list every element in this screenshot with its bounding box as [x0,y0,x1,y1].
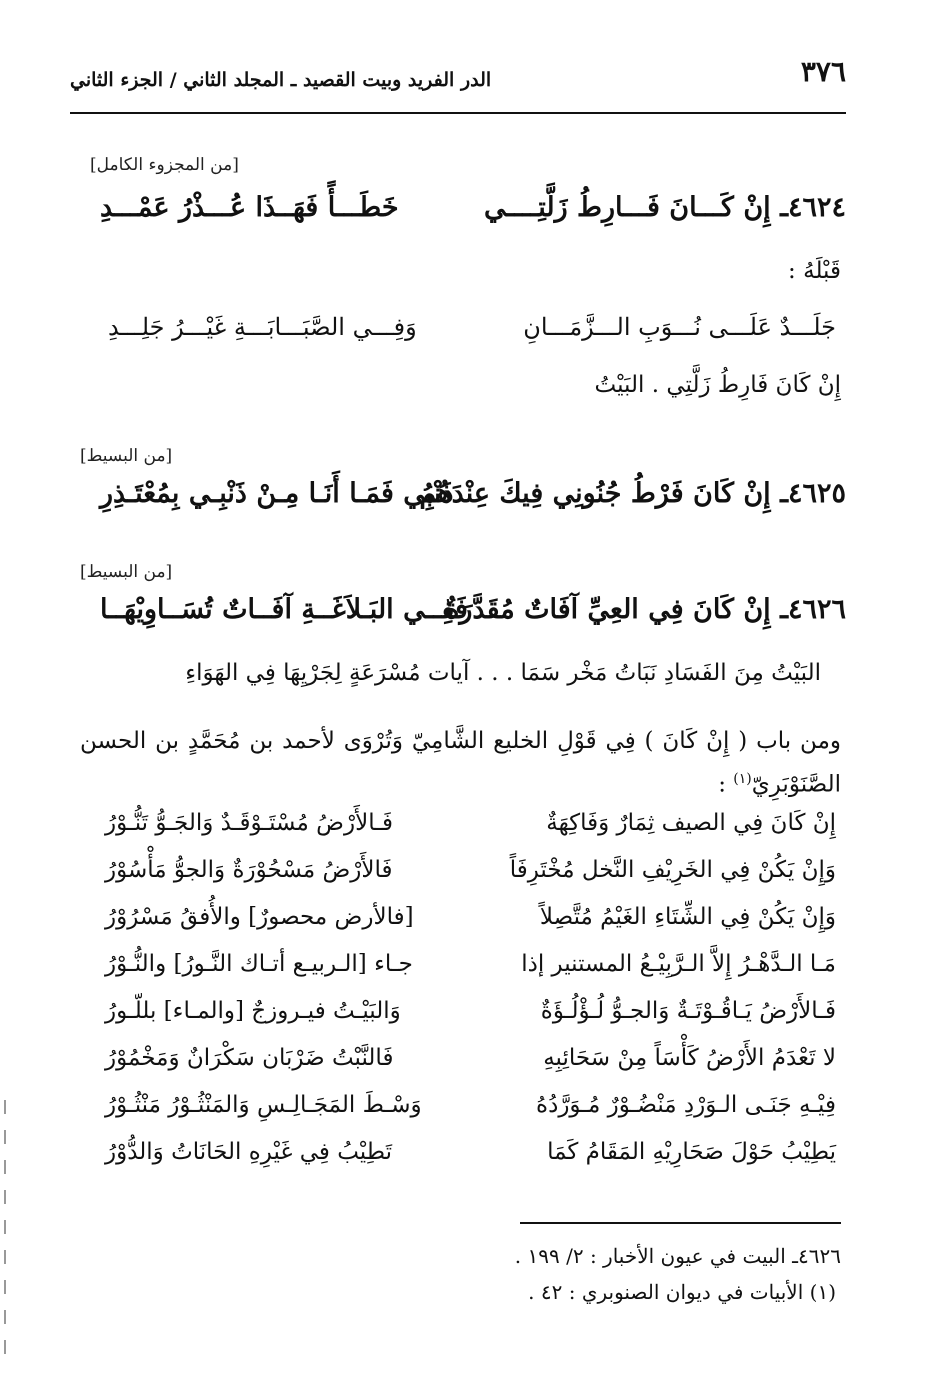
verse-second-hemistich: وَفِـــي الصَّبَـــابَـــةِ غَيْـــرُ جَلِـــدِ [108,313,417,341]
scan-edge-marks [4,1100,6,1370]
page-number: ٣٧٦ [800,55,846,88]
poem-line [105,810,836,857]
poem-first-hemistich: إِنْ كَانَ فِي الصيف ثِمَارٌ وَفَاكِهَةٌ [546,810,836,836]
verse-4624 [100,192,846,242]
meter-label: [من البسيط] [80,562,173,582]
before-note: إِنْ كَانَ فَارِطُ زَلَّتِي . البَيْتُ [594,372,841,398]
footnote: (١) الأبيات في ديوان الصنوبري : ٤٢ . [528,1280,836,1304]
hemistich-text: إِنْ كَانَ فِي العِيِّ آفَاتٌ مُقَدَّرَةٌ [445,594,771,625]
poem-first-hemistich: فَـالأَرْضُ يَـاقُـوْتَـةٌ وَالجـوُّ لُـؤْلُـؤَةٌ [540,998,836,1024]
intro-paragraph [80,722,841,804]
verse-4625 [100,478,846,528]
preceding-verse [100,313,846,363]
footnote-marker: (١) [733,771,752,787]
verse-number: ٤٦٢٥ـ [780,478,846,509]
poem-line [105,951,836,998]
meter-label: [من المجزوء الكامل] [90,155,239,175]
poem-second-hemistich: فَـالأَرْضُ مُسْتَـوْقَـدٌ وَالجَـوُّ تَنُّـوْرُ [105,810,393,836]
verse-second-hemistich: خَطَـــأً فَهَــذَا عُـــذْرُ عَمْـــدِ [100,192,399,223]
verse-first-hemistich [445,594,846,625]
meter-label: [من البسيط] [80,446,173,466]
verse-second-hemistich: ذَنْبِي فَمَـا أَنَـا مِـنْ ذَنْبِـي بِمُعْتَـذِرِ [100,478,454,509]
poem-first-hemistich: فِيْـهِ جَنَـى الـوَرْدِ مَنْضُـوْرٌ مُـوَرَّدُهُ [536,1092,836,1118]
poem-line [105,857,836,904]
header-rule [70,112,846,114]
poem-second-hemistich: [فالأرض محصورٌ] والأُفقُ مَسْرُوْرُ [105,904,414,930]
poem-first-hemistich: لا تَعْدَمُ الأَرْضُ كَأْسَاً مِنْ سَحَائِبِهِ [543,1045,836,1071]
page-header [70,55,846,105]
poem-first-hemistich: يَطِيْبُ حَوْلَ صَحَارِيْهِ المَقَامُ كَمَا [547,1139,836,1165]
footnote-rule [520,1222,841,1224]
poem-line [105,1045,836,1092]
poem-line [105,998,836,1045]
hemistich-text: إِنْ كَانَ فَرْطُ جُنُونِي فِيكَ عِنْدَهُمُ [419,478,771,509]
verse-note: البَيْتُ مِنَ الفَسَادِ نَبَاتُ مَخْر سَمَا . . . آيات مُسْرَعَةٍ لِجَرْيِهَا فِي الهَوَاءِ [185,660,821,686]
poem-first-hemistich: مَـا الـدَّهْـرُ إِلاَّ الـرَّبِيْـعُ المستنير إذا [521,951,836,977]
verse-number: ٤٦٢٦ـ [780,594,846,625]
verse-first-hemistich: جَلَـــدٌ عَلَـــى نُـــوَبِ الـــزَّمَـــانِ [523,313,836,341]
poem-second-hemistich: وَالبَيْـتُ فيـروزجٌ [والمـاء] بللّـورُ [105,998,401,1024]
poem-line [105,904,836,951]
before-label: قَبْلَهُ : [788,258,841,284]
poem-second-hemistich: جـاء [الـربيـع أتـاك النَّـورُ] والنُّـوْرُ [105,951,413,977]
footnote: ٤٦٢٦ـ البيت في عيون الأخبار : ٢/ ١٩٩ . [514,1244,841,1268]
poem-second-hemistich: فَالنَّبْتُ ضَرْبَان سَكْرَانٌ وَمَخْمُوْرُ [105,1045,394,1071]
poem-second-hemistich: تَطِيْبُ فِي غَيْرِهِ الحَانَاتُ وَالدُّوْرُ [105,1139,393,1165]
verse-second-hemistich: فَفِــي البَـلاَغَــةِ آفَــاتٌ تُسَــاوِيْهَــا [100,594,468,625]
poem [105,810,836,1186]
poem-second-hemistich: وَسْـطَ المَجَـالِـسِ وَالمَنْثُـوْرُ مَنْثُـوْرُ [105,1092,422,1118]
verse-4626 [100,594,846,644]
intro-text: ومن باب ( إِنْ كَانَ ) فِي قَوْلِ الخليع الشَّامِيّ وَتُرْوَى لأحمد بن مُحَمَّدٍ بن الحسن الصَّنَوْبَرِيّ [80,728,841,798]
intro-colon: : [718,771,734,798]
poem-first-hemistich: وَإِنْ يَكُنْ فِي الخَرِيْفِ النَّخل مُخْتَرِفَاً [509,857,836,883]
poem-first-hemistich: وَإِنْ يَكُنْ فِي الشِّتَاءِ الغَيْمُ مُتَّصِلاً [539,904,836,930]
running-title: الدر الفريد وبيت القصيد ـ المجلد الثاني / الجزء الثاني [70,69,492,91]
poem-second-hemistich: فَالأَرْضُ مَسْحُوْرَةٌ وَالجوُّ مَأْسُوْرُ [105,857,393,883]
poem-line [105,1092,836,1139]
verse-first-hemistich [419,478,846,509]
verse-first-hemistich [484,192,846,223]
verse-number: ٤٦٢٤ـ [780,192,846,223]
poem-line [105,1139,836,1186]
hemistich-text: إِنْ كَـــانَ فَـــارِطُ زَلَّتِــــي [484,192,771,223]
